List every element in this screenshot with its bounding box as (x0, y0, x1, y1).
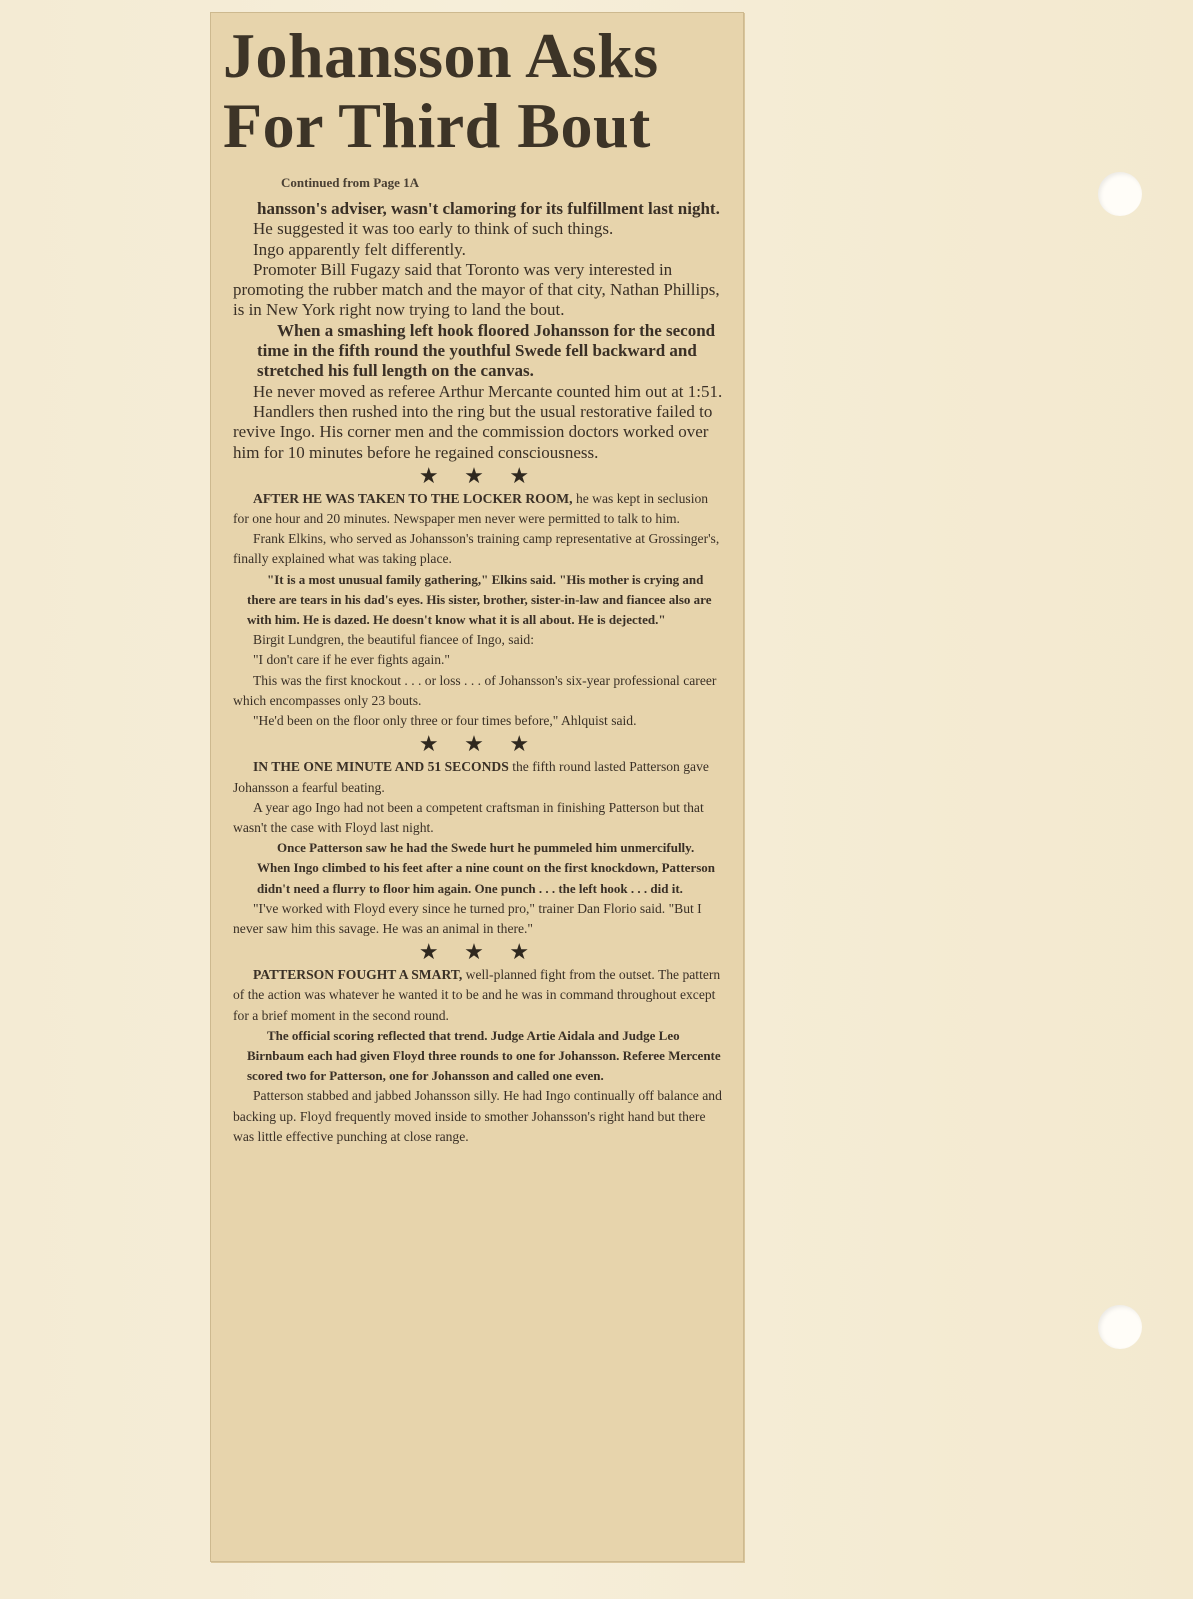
newspaper-clipping (210, 12, 744, 1562)
section-paragraph: PATTERSON FOUGHT A SMART, well-planned fight from the outset. The pattern of the action was whatever he wanted it to be and he was in command throughout except for a brief moment in the second round. (233, 967, 721, 1023)
section-paragraph: Frank Elkins, who served as Johansson's training camp representative at Grossinger's, finally explained what was taking place. (233, 531, 720, 567)
article-body (211, 199, 743, 1147)
section-caps: IN THE ONE MINUTE AND 51 SECONDS (253, 759, 509, 775)
lead-paragraph: Handlers then rushed into the ring but the usual restorative failed to revive Ingo. His corner men and the commission doctors worked over him for 10 minutes before he regained consciousness. (233, 401, 713, 462)
section-paragraph: "It is a most unusual family gathering," Elkins said. "His mother is crying and there are tears in his dad's eyes. His sister, brother, sister-in-law and fiancee also are with him. He is dazed. He doesn't know what it is all about. He is dejected." (247, 571, 712, 628)
lead-paragraph: He suggested it was too early to think of such things. (253, 219, 614, 239)
section-paragraph: Once Patterson saw he had the Swede hurt he pummeled him unmercifully. When Ingo climbed to his feet after a nine count on the first knockdown, Patterson didn't need a flurry to floor him again. One punch . . . the left hook . . . did it. (257, 840, 716, 896)
section-paragraph: A year ago Ingo had not been a competent craftsman in finishing Patterson but that wasn't the case with Floyd last night. (233, 799, 704, 835)
headline: Johansson Asks For Third Bout (223, 20, 659, 161)
section-paragraph: "I don't care if he ever fights again." (253, 652, 450, 668)
binder-hole-bottom (1098, 1305, 1142, 1349)
section-paragraph: Patterson stabbed and jabbed Johansson silly. He had Ingo continually off balance and backing up. Floyd frequently moved inside to smother Johansson's right hand but there was little effective punching at close range. (233, 1088, 722, 1144)
section-paragraph: The official scoring reflected that trend. Judge Artie Aidala and Judge Leo Birnbaum each had given Floyd three rounds to one for Johansson. Referee Mercente scored two for Patterson, one for Johansson and called one even. (247, 1027, 721, 1084)
lead-paragraph: hansson's adviser, wasn't clamoring for its fulfillment last night. (257, 199, 720, 218)
lead-paragraph: When a smashing left hook floored Johansson for the second time in the fifth round the youthful Swede fell backward and stretched his full length on the canvas. (257, 320, 716, 381)
section-paragraph: This was the first knockout . . . or loss . . . of Johansson's six-year professional career which encompasses only 23 bouts. (233, 672, 717, 708)
section-caps: PATTERSON FOUGHT A SMART, (253, 967, 463, 983)
section-paragraph: "I've worked with Floyd every since he turned pro," trainer Dan Florio said. "But I never saw him this savage. He was an animal in there." (233, 900, 702, 936)
star-separator: ★ ★ ★ (418, 939, 540, 965)
continued-note: Continued from Page 1A (281, 175, 420, 190)
section-paragraph: Birgit Lundgren, the beautiful fiancee of Ingo, said: (253, 632, 534, 648)
lead-paragraph: Promoter Bill Fugazy said that Toronto was very interested in promoting the rubber match and the mayor of that city, Nathan Phillips, is in New York right now trying to land the bout. (233, 259, 720, 320)
section-paragraph: "He'd been on the floor only three or four times before," Ahlquist said. (253, 713, 637, 729)
star-separator: ★ ★ ★ (418, 731, 540, 757)
section-paragraph: IN THE ONE MINUTE AND 51 SECONDS the fifth round lasted Patterson gave Johansson a fearful beating. (233, 759, 709, 795)
lead-paragraph: He never moved as referee Arthur Mercante counted him out at 1:51. (253, 381, 723, 401)
section-caps: AFTER HE WAS TAKEN TO THE LOCKER ROOM, (253, 490, 573, 506)
section-paragraph: AFTER HE WAS TAKEN TO THE LOCKER ROOM, he was kept in seclusion for one hour and 20 minutes. Newspaper men never were permitted to talk to him. (233, 490, 709, 527)
binder-hole-top (1098, 172, 1142, 216)
lead-paragraph: Ingo apparently felt differently. (253, 239, 466, 259)
star-separator: ★ ★ ★ (418, 462, 540, 488)
